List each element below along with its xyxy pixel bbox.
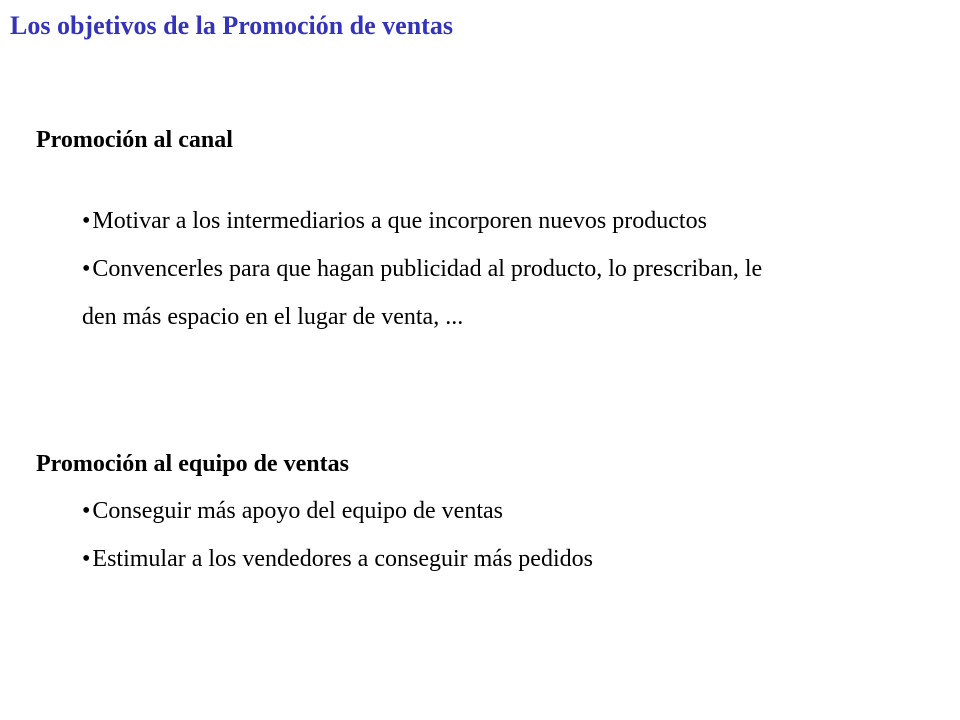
bullet-text: Convencerles para que hagan publicidad al producto, lo prescriban, le den más espacio en el lugar de venta, ... xyxy=(82,256,763,330)
bullet-list-canal xyxy=(82,197,802,341)
bullet-list-equipo-ventas xyxy=(82,487,802,583)
bullet-icon: • xyxy=(82,208,91,234)
section-heading-canal: Promoción al canal xyxy=(36,127,233,153)
bullet-icon: • xyxy=(82,498,91,524)
list-item xyxy=(82,245,802,341)
bullet-text: Conseguir más apoyo del equipo de ventas xyxy=(92,498,503,524)
list-item xyxy=(82,197,802,245)
slide-title: Los objetivos de la Promoción de ventas xyxy=(10,11,453,40)
bullet-text: Estimular a los vendedores a conseguir más pedidos xyxy=(92,546,593,572)
list-item xyxy=(82,535,802,583)
section-heading-equipo-ventas: Promoción al equipo de ventas xyxy=(36,451,349,477)
bullet-text: Motivar a los intermediarios a que incorporen nuevos productos xyxy=(92,208,707,234)
bullet-icon: • xyxy=(82,546,91,572)
bullet-icon: • xyxy=(82,256,91,282)
list-item xyxy=(82,487,802,535)
